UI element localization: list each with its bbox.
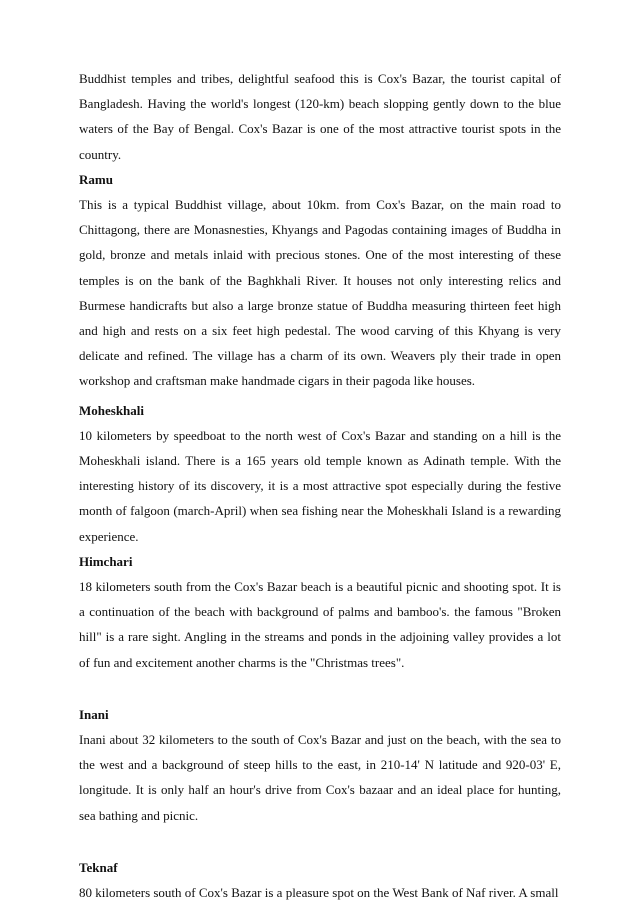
section-ramu xyxy=(79,167,561,394)
section-heading-ramu: Ramu xyxy=(79,171,113,187)
section-teknaf xyxy=(79,855,561,905)
section-heading-inani: Inani xyxy=(79,706,109,722)
document-page xyxy=(79,66,561,905)
section-moheskhali xyxy=(79,398,561,549)
section-body-ramu: This is a typical Buddhist village, about 10km. from Cox's Bazar, on the main road to Chittagong, there are Monasnesties, Khyangs and Pagodas containing images of Buddha in gold, bronze and metals inlaid with precious stones. One of the most interesting of these temples is on the bank of the Baghkhali River. It houses not only interesting relics and Burmese handicrafts but also a large bronze statue of Buddha measuring thirteen feet high and high and rests on a six feet high pedestal. The wood carving of this Khyang is very delicate and refined. The village has a charm of its own. Weavers ply their trade in open workshop and craftsman make handmade cigars in their pagoda like houses. xyxy=(79,197,561,389)
section-body-inani: Inani about 32 kilometers to the south of Cox's Bazar and just on the beach, with the sea to the west and a background of steep hills to the east, in 210-14' N latitude and 920-03' E, longitude. It is only half an hour's drive from Cox's bazaar and an ideal place for hunting, sea bathing and picnic. xyxy=(79,732,561,823)
intro-paragraph: Buddhist temples and tribes, delightful seafood this is Cox's Bazar, the tourist capital of Bangladesh. Having the world's longest (120-km) beach slopping gently down to the blue waters of the Bay of Bengal. Cox's Bazar is one of the most attractive tourist spots in the country. xyxy=(79,71,561,162)
section-heading-moheskhali: Moheskhali xyxy=(79,402,145,418)
section-inani xyxy=(79,702,561,828)
section-body-teknaf: 80 kilometers south of Cox's Bazar is a pleasure spot on the West Bank of Naf river. A small xyxy=(79,885,559,901)
section-body-himchari: 18 kilometers south from the Cox's Bazar beach is a beautiful picnic and shooting spot. It is a continuation of the beach with background of palms and bamboo's. the famous "Broken hill" is a rare sight. Angling in the streams and ponds in the adjoining valley provides a lot of fun and excitement another charms is the "Christmas trees". xyxy=(79,579,561,670)
section-body-moheskhali: 10 kilometers by speedboat to the north west of Cox's Bazar and standing on a hill is the Moheskhali island. There is a 165 years old temple known as Adinath temple. With the interesting history of its discovery, it is a most attractive spot especially during the festive month of falgoon (march-April) when sea fishing near the Moheskhali Island is a rewarding experience. xyxy=(79,427,561,544)
section-himchari xyxy=(79,549,561,675)
section-heading-himchari: Himchari xyxy=(79,553,133,569)
section-heading-teknaf: Teknaf xyxy=(79,859,118,875)
